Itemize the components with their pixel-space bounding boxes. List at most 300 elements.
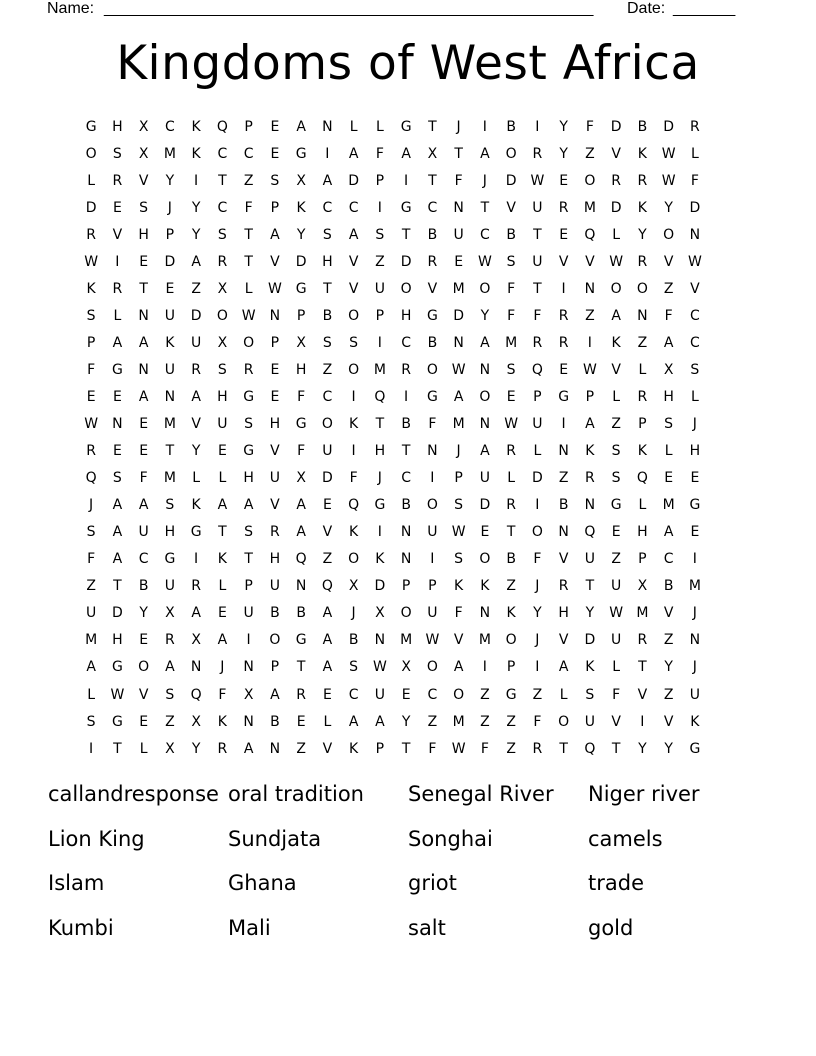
grid-letter[interactable]: B bbox=[401, 416, 411, 433]
grid-letter[interactable]: D bbox=[663, 118, 675, 135]
grid-letter[interactable]: X bbox=[296, 172, 306, 189]
grid-letter[interactable]: O bbox=[269, 632, 281, 649]
grid-letter[interactable]: D bbox=[295, 253, 307, 270]
grid-letter[interactable]: R bbox=[532, 334, 543, 351]
grid-letter[interactable]: Z bbox=[322, 551, 333, 568]
grid-letter[interactable]: A bbox=[217, 497, 228, 514]
grid-letter[interactable]: C bbox=[217, 199, 228, 216]
grid-letter[interactable]: S bbox=[585, 686, 595, 703]
grid-letter[interactable]: B bbox=[558, 497, 569, 514]
grid-letter[interactable]: I bbox=[377, 524, 382, 541]
grid-letter[interactable]: S bbox=[506, 253, 516, 270]
grid-letter[interactable]: N bbox=[689, 226, 701, 243]
grid-letter[interactable]: I bbox=[561, 416, 566, 433]
grid-letter[interactable]: L bbox=[244, 280, 253, 297]
grid-letter[interactable]: Y bbox=[191, 740, 201, 757]
grid-letter[interactable]: U bbox=[689, 686, 700, 703]
grid-letter[interactable]: B bbox=[401, 497, 411, 514]
grid-letter[interactable]: E bbox=[217, 605, 227, 622]
grid-letter[interactable]: A bbox=[296, 497, 306, 514]
grid-letter[interactable]: H bbox=[217, 388, 228, 405]
grid-letter[interactable]: K bbox=[585, 443, 595, 460]
grid-letter[interactable]: C bbox=[663, 551, 674, 568]
grid-letter[interactable]: Z bbox=[532, 686, 543, 703]
grid-letter[interactable]: F bbox=[375, 145, 384, 162]
grid-letter[interactable]: V bbox=[558, 551, 569, 568]
grid-letter[interactable]: D bbox=[505, 172, 517, 189]
grid-letter[interactable]: E bbox=[401, 686, 411, 703]
grid-letter[interactable]: G bbox=[295, 632, 307, 649]
grid-letter[interactable]: R bbox=[217, 253, 228, 270]
grid-letter[interactable]: E bbox=[664, 470, 674, 487]
grid-letter[interactable]: C bbox=[427, 199, 438, 216]
grid-letter[interactable]: H bbox=[400, 307, 412, 324]
grid-letter[interactable]: U bbox=[532, 253, 543, 270]
grid-letter[interactable]: C bbox=[217, 145, 228, 162]
grid-letter[interactable]: K bbox=[296, 199, 306, 216]
grid-letter[interactable]: C bbox=[427, 686, 438, 703]
grid-letter[interactable]: F bbox=[585, 118, 594, 135]
grid-letter[interactable]: V bbox=[663, 713, 674, 730]
grid-letter[interactable]: O bbox=[479, 280, 491, 297]
grid-letter[interactable]: I bbox=[115, 253, 120, 270]
grid-letter[interactable]: D bbox=[190, 307, 202, 324]
grid-letter[interactable]: J bbox=[535, 578, 540, 595]
grid-letter[interactable]: P bbox=[375, 172, 385, 189]
grid-letter[interactable]: U bbox=[269, 470, 280, 487]
grid-letter[interactable]: L bbox=[638, 361, 647, 378]
grid-letter[interactable]: Z bbox=[86, 578, 96, 595]
grid-letter[interactable]: D bbox=[453, 307, 465, 324]
grid-letter[interactable]: E bbox=[322, 686, 332, 703]
grid-letter[interactable]: R bbox=[401, 361, 411, 378]
grid-letter[interactable]: R bbox=[243, 361, 254, 378]
grid-letter[interactable]: H bbox=[138, 226, 149, 243]
grid-letter[interactable]: O bbox=[558, 713, 570, 730]
grid-letter[interactable]: E bbox=[480, 524, 490, 541]
grid-letter[interactable]: V bbox=[637, 686, 648, 703]
grid-letter[interactable]: S bbox=[86, 307, 96, 324]
grid-letter[interactable]: A bbox=[165, 659, 175, 676]
grid-letter[interactable]: Z bbox=[663, 686, 674, 703]
grid-letter[interactable]: E bbox=[322, 497, 332, 514]
grid-letter[interactable]: F bbox=[612, 686, 621, 703]
grid-letter[interactable]: W bbox=[477, 253, 492, 270]
grid-letter[interactable]: H bbox=[558, 605, 569, 622]
grid-letter[interactable]: L bbox=[218, 470, 227, 487]
grid-letter[interactable]: G bbox=[190, 524, 202, 541]
grid-letter[interactable]: W bbox=[530, 172, 545, 189]
grid-letter[interactable]: L bbox=[612, 659, 621, 676]
grid-letter[interactable]: W bbox=[241, 307, 256, 324]
grid-letter[interactable]: C bbox=[348, 199, 359, 216]
grid-letter[interactable]: W bbox=[687, 253, 702, 270]
grid-letter[interactable]: M bbox=[373, 361, 386, 378]
grid-letter[interactable]: N bbox=[453, 199, 464, 216]
grid-letter[interactable]: V bbox=[611, 145, 621, 162]
grid-letter[interactable]: Z bbox=[296, 740, 306, 757]
grid-letter[interactable]: N bbox=[322, 118, 333, 135]
grid-letter[interactable]: L bbox=[690, 388, 699, 405]
grid-letter[interactable]: A bbox=[243, 497, 254, 514]
grid-letter[interactable]: P bbox=[506, 659, 516, 676]
grid-letter[interactable]: Z bbox=[558, 470, 569, 487]
grid-letter[interactable]: X bbox=[348, 578, 359, 595]
grid-letter[interactable]: N bbox=[558, 443, 569, 460]
grid-letter[interactable]: T bbox=[244, 551, 253, 568]
grid-letter[interactable]: H bbox=[689, 443, 701, 460]
grid-letter[interactable]: P bbox=[244, 578, 253, 595]
grid-letter[interactable]: B bbox=[138, 578, 149, 595]
grid-letter[interactable]: N bbox=[295, 578, 307, 595]
grid-letter[interactable]: A bbox=[348, 145, 359, 162]
grid-letter[interactable]: U bbox=[269, 578, 280, 595]
grid-letter[interactable]: Z bbox=[191, 280, 201, 297]
grid-letter[interactable]: G bbox=[558, 388, 570, 405]
grid-letter[interactable]: N bbox=[400, 524, 412, 541]
grid-letter[interactable]: W bbox=[372, 659, 387, 676]
grid-letter[interactable]: A bbox=[558, 659, 569, 676]
grid-letter[interactable]: M bbox=[163, 470, 176, 487]
grid-letter[interactable]: W bbox=[661, 145, 676, 162]
grid-letter[interactable]: L bbox=[612, 388, 621, 405]
grid-letter[interactable]: G bbox=[111, 361, 123, 378]
grid-letter[interactable]: I bbox=[430, 470, 435, 487]
grid-letter[interactable]: O bbox=[348, 307, 360, 324]
grid-letter[interactable]: T bbox=[375, 416, 385, 433]
grid-letter[interactable]: O bbox=[636, 280, 648, 297]
grid-letter[interactable]: D bbox=[479, 497, 491, 514]
grid-letter[interactable]: W bbox=[451, 524, 466, 541]
grid-letter[interactable]: P bbox=[454, 470, 463, 487]
grid-letter[interactable]: L bbox=[507, 470, 516, 487]
grid-letter[interactable]: F bbox=[454, 605, 463, 622]
grid-letter[interactable]: T bbox=[218, 524, 227, 541]
grid-letter[interactable]: P bbox=[375, 740, 385, 757]
grid-letter[interactable]: H bbox=[112, 632, 123, 649]
grid-letter[interactable]: N bbox=[479, 416, 491, 433]
grid-letter[interactable]: R bbox=[558, 307, 569, 324]
grid-letter[interactable]: A bbox=[480, 334, 490, 351]
grid-letter[interactable]: T bbox=[638, 659, 647, 676]
grid-letter[interactable]: N bbox=[689, 632, 701, 649]
grid-letter[interactable]: R bbox=[427, 253, 438, 270]
grid-letter[interactable]: A bbox=[453, 659, 464, 676]
grid-letter[interactable]: V bbox=[558, 253, 569, 270]
grid-letter[interactable]: U bbox=[427, 524, 438, 541]
grid-letter[interactable]: S bbox=[690, 361, 700, 378]
grid-letter[interactable]: R bbox=[532, 145, 543, 162]
grid-letter[interactable]: Q bbox=[216, 118, 228, 135]
grid-letter[interactable]: A bbox=[348, 713, 359, 730]
grid-letter[interactable]: F bbox=[533, 551, 542, 568]
grid-letter[interactable]: P bbox=[270, 199, 280, 216]
grid-letter[interactable]: O bbox=[216, 307, 228, 324]
grid-letter[interactable]: Y bbox=[585, 605, 595, 622]
grid-letter[interactable]: R bbox=[558, 578, 569, 595]
grid-letter[interactable]: K bbox=[86, 280, 96, 297]
grid-letter[interactable]: Y bbox=[191, 443, 201, 460]
grid-letter[interactable]: J bbox=[482, 172, 487, 189]
grid-letter[interactable]: E bbox=[270, 145, 280, 162]
grid-letter[interactable]: C bbox=[322, 388, 333, 405]
grid-letter[interactable]: Y bbox=[191, 199, 201, 216]
grid-letter[interactable]: R bbox=[637, 172, 648, 189]
grid-letter[interactable]: B bbox=[270, 713, 280, 730]
grid-letter[interactable]: O bbox=[400, 605, 412, 622]
grid-letter[interactable]: W bbox=[425, 632, 440, 649]
grid-letter[interactable]: I bbox=[587, 334, 592, 351]
grid-letter[interactable]: I bbox=[482, 118, 487, 135]
grid-letter[interactable]: M bbox=[452, 416, 465, 433]
grid-letter[interactable]: A bbox=[270, 226, 280, 243]
grid-letter[interactable]: I bbox=[482, 659, 487, 676]
grid-letter[interactable]: U bbox=[611, 578, 622, 595]
grid-letter[interactable]: G bbox=[85, 118, 97, 135]
grid-letter[interactable]: T bbox=[323, 280, 332, 297]
grid-letter[interactable]: V bbox=[112, 226, 123, 243]
grid-letter[interactable]: I bbox=[535, 497, 540, 514]
grid-letter[interactable]: E bbox=[270, 118, 280, 135]
grid-letter[interactable]: Z bbox=[165, 713, 175, 730]
grid-letter[interactable]: S bbox=[112, 145, 122, 162]
grid-letter[interactable]: Z bbox=[427, 713, 438, 730]
grid-letter[interactable]: R bbox=[506, 443, 516, 460]
grid-letter[interactable]: G bbox=[164, 551, 176, 568]
grid-letter[interactable]: D bbox=[610, 199, 622, 216]
grid-letter[interactable]: S bbox=[112, 470, 122, 487]
grid-letter[interactable]: K bbox=[375, 551, 385, 568]
grid-letter[interactable]: I bbox=[194, 551, 199, 568]
grid-letter[interactable]: U bbox=[243, 605, 254, 622]
grid-letter[interactable]: X bbox=[217, 334, 228, 351]
grid-letter[interactable]: Q bbox=[321, 578, 333, 595]
grid-letter[interactable]: P bbox=[165, 226, 175, 243]
grid-letter[interactable]: L bbox=[375, 118, 384, 135]
grid-letter[interactable]: A bbox=[270, 686, 280, 703]
grid-letter[interactable]: F bbox=[454, 172, 463, 189]
grid-letter[interactable]: R bbox=[611, 172, 621, 189]
grid-letter[interactable]: B bbox=[506, 226, 516, 243]
grid-letter[interactable]: V bbox=[270, 253, 280, 270]
grid-letter[interactable]: Z bbox=[663, 632, 674, 649]
grid-letter[interactable]: J bbox=[535, 632, 540, 649]
grid-letter[interactable]: K bbox=[217, 551, 227, 568]
grid-letter[interactable]: W bbox=[84, 253, 99, 270]
grid-letter[interactable]: N bbox=[558, 524, 569, 541]
grid-letter[interactable]: S bbox=[454, 497, 464, 514]
grid-letter[interactable]: V bbox=[270, 443, 280, 460]
grid-letter[interactable]: T bbox=[480, 199, 490, 216]
grid-letter[interactable]: M bbox=[636, 605, 649, 622]
grid-letter[interactable]: I bbox=[535, 659, 540, 676]
grid-letter[interactable]: F bbox=[87, 551, 96, 568]
grid-letter[interactable]: C bbox=[138, 551, 149, 568]
grid-letter[interactable]: R bbox=[558, 334, 569, 351]
grid-letter[interactable]: I bbox=[640, 713, 645, 730]
grid-letter[interactable]: E bbox=[296, 713, 306, 730]
grid-letter[interactable]: G bbox=[111, 659, 123, 676]
grid-letter[interactable]: M bbox=[662, 497, 675, 514]
grid-letter[interactable]: D bbox=[610, 118, 622, 135]
grid-letter[interactable]: S bbox=[506, 361, 516, 378]
grid-letter[interactable]: X bbox=[663, 361, 674, 378]
grid-letter[interactable]: Z bbox=[611, 551, 621, 568]
grid-letter[interactable]: U bbox=[322, 443, 333, 460]
grid-letter[interactable]: N bbox=[269, 307, 281, 324]
grid-letter[interactable]: A bbox=[663, 334, 674, 351]
grid-letter[interactable]: Y bbox=[638, 226, 647, 243]
grid-letter[interactable]: S bbox=[611, 470, 621, 487]
grid-letter[interactable]: W bbox=[661, 172, 676, 189]
grid-letter[interactable]: G bbox=[295, 280, 307, 297]
grid-letter[interactable]: I bbox=[351, 443, 356, 460]
grid-letter[interactable]: G bbox=[243, 443, 255, 460]
grid-letter[interactable]: D bbox=[348, 172, 360, 189]
grid-letter[interactable]: E bbox=[454, 253, 464, 270]
grid-letter[interactable]: E bbox=[270, 388, 280, 405]
grid-letter[interactable]: R bbox=[112, 172, 123, 189]
grid-letter[interactable]: X bbox=[165, 740, 175, 757]
grid-letter[interactable]: O bbox=[584, 172, 596, 189]
grid-letter[interactable]: F bbox=[349, 470, 358, 487]
grid-letter[interactable]: N bbox=[400, 551, 412, 568]
grid-letter[interactable]: G bbox=[374, 497, 386, 514]
grid-letter[interactable]: R bbox=[296, 686, 306, 703]
grid-letter[interactable]: R bbox=[165, 632, 175, 649]
grid-letter[interactable]: S bbox=[217, 361, 227, 378]
grid-letter[interactable]: D bbox=[400, 253, 412, 270]
grid-letter[interactable]: L bbox=[139, 740, 148, 757]
grid-letter[interactable]: O bbox=[453, 686, 465, 703]
grid-letter[interactable]: K bbox=[191, 118, 201, 135]
grid-letter[interactable]: R bbox=[270, 524, 280, 541]
grid-letter[interactable]: M bbox=[163, 416, 176, 433]
grid-letter[interactable]: A bbox=[322, 605, 333, 622]
grid-letter[interactable]: K bbox=[191, 497, 201, 514]
grid-letter[interactable]: V bbox=[138, 686, 149, 703]
grid-letter[interactable]: N bbox=[584, 280, 596, 297]
grid-letter[interactable]: J bbox=[220, 659, 225, 676]
grid-letter[interactable]: G bbox=[400, 118, 412, 135]
grid-letter[interactable]: R bbox=[558, 199, 569, 216]
grid-letter[interactable]: R bbox=[191, 578, 201, 595]
grid-letter[interactable]: K bbox=[191, 145, 201, 162]
grid-letter[interactable]: Y bbox=[664, 199, 673, 216]
grid-letter[interactable]: A bbox=[217, 632, 228, 649]
grid-letter[interactable]: I bbox=[377, 334, 382, 351]
grid-letter[interactable]: F bbox=[507, 307, 516, 324]
grid-letter[interactable]: G bbox=[111, 713, 123, 730]
grid-letter[interactable]: K bbox=[637, 443, 647, 460]
grid-letter[interactable]: Q bbox=[85, 470, 97, 487]
grid-letter[interactable]: T bbox=[611, 740, 621, 757]
grid-letter[interactable]: X bbox=[191, 632, 201, 649]
grid-letter[interactable]: R bbox=[86, 443, 96, 460]
grid-letter[interactable]: A bbox=[585, 416, 595, 433]
grid-letter[interactable]: J bbox=[351, 605, 356, 622]
grid-letter[interactable]: H bbox=[243, 470, 254, 487]
grid-letter[interactable]: S bbox=[244, 416, 254, 433]
grid-letter[interactable]: N bbox=[243, 713, 254, 730]
grid-letter[interactable]: P bbox=[270, 334, 280, 351]
grid-letter[interactable]: T bbox=[559, 740, 568, 757]
grid-letter[interactable]: T bbox=[533, 280, 542, 297]
grid-letter[interactable]: A bbox=[322, 632, 333, 649]
grid-letter[interactable]: L bbox=[612, 226, 621, 243]
grid-letter[interactable]: F bbox=[297, 388, 306, 405]
grid-letter[interactable]: L bbox=[349, 118, 358, 135]
grid-letter[interactable]: E bbox=[506, 388, 516, 405]
grid-letter[interactable]: U bbox=[164, 361, 175, 378]
grid-letter[interactable]: K bbox=[480, 578, 490, 595]
grid-letter[interactable]: X bbox=[165, 605, 175, 622]
grid-letter[interactable]: I bbox=[561, 280, 566, 297]
grid-letter[interactable]: L bbox=[638, 497, 647, 514]
grid-letter[interactable]: Z bbox=[585, 307, 595, 324]
grid-letter[interactable]: V bbox=[270, 497, 280, 514]
grid-letter[interactable]: V bbox=[663, 605, 674, 622]
date-field[interactable]: _______ bbox=[673, 0, 736, 17]
grid-letter[interactable]: O bbox=[479, 551, 491, 568]
grid-letter[interactable]: O bbox=[610, 280, 622, 297]
grid-letter[interactable]: K bbox=[637, 199, 647, 216]
grid-letter[interactable]: A bbox=[322, 172, 333, 189]
grid-letter[interactable]: R bbox=[637, 632, 648, 649]
grid-letter[interactable]: G bbox=[689, 740, 701, 757]
grid-letter[interactable]: X bbox=[217, 280, 228, 297]
grid-letter[interactable]: F bbox=[139, 470, 148, 487]
grid-letter[interactable]: H bbox=[663, 388, 674, 405]
grid-letter[interactable]: L bbox=[664, 443, 673, 460]
grid-letter[interactable]: I bbox=[404, 388, 409, 405]
grid-letter[interactable]: R bbox=[585, 470, 595, 487]
grid-letter[interactable]: R bbox=[191, 361, 201, 378]
grid-letter[interactable]: C bbox=[689, 334, 700, 351]
grid-letter[interactable]: X bbox=[138, 118, 149, 135]
grid-letter[interactable]: J bbox=[456, 443, 461, 460]
grid-letter[interactable]: D bbox=[111, 605, 123, 622]
grid-letter[interactable]: V bbox=[663, 253, 674, 270]
grid-letter[interactable]: N bbox=[269, 740, 281, 757]
grid-letter[interactable]: S bbox=[454, 551, 464, 568]
grid-letter[interactable]: E bbox=[139, 632, 149, 649]
grid-letter[interactable]: M bbox=[505, 334, 518, 351]
grid-letter[interactable]: F bbox=[87, 361, 96, 378]
grid-letter[interactable]: E bbox=[139, 253, 149, 270]
grid-letter[interactable]: A bbox=[138, 497, 149, 514]
grid-letter[interactable]: L bbox=[87, 686, 96, 703]
grid-letter[interactable]: X bbox=[191, 713, 201, 730]
grid-letter[interactable]: U bbox=[164, 307, 175, 324]
grid-letter[interactable]: I bbox=[377, 199, 382, 216]
grid-letter[interactable]: I bbox=[194, 172, 199, 189]
grid-letter[interactable]: L bbox=[533, 443, 542, 460]
grid-letter[interactable]: Z bbox=[585, 145, 595, 162]
grid-letter[interactable]: H bbox=[637, 524, 648, 541]
grid-letter[interactable]: K bbox=[454, 578, 464, 595]
grid-letter[interactable]: E bbox=[139, 416, 149, 433]
grid-letter[interactable]: T bbox=[113, 740, 122, 757]
grid-letter[interactable]: P bbox=[585, 388, 595, 405]
grid-letter[interactable]: U bbox=[453, 226, 464, 243]
grid-letter[interactable]: N bbox=[138, 361, 149, 378]
grid-letter[interactable]: M bbox=[583, 199, 596, 216]
grid-letter[interactable]: P bbox=[296, 307, 306, 324]
grid-letter[interactable]: S bbox=[86, 713, 96, 730]
grid-letter[interactable]: F bbox=[533, 713, 542, 730]
grid-letter[interactable]: W bbox=[451, 740, 466, 757]
